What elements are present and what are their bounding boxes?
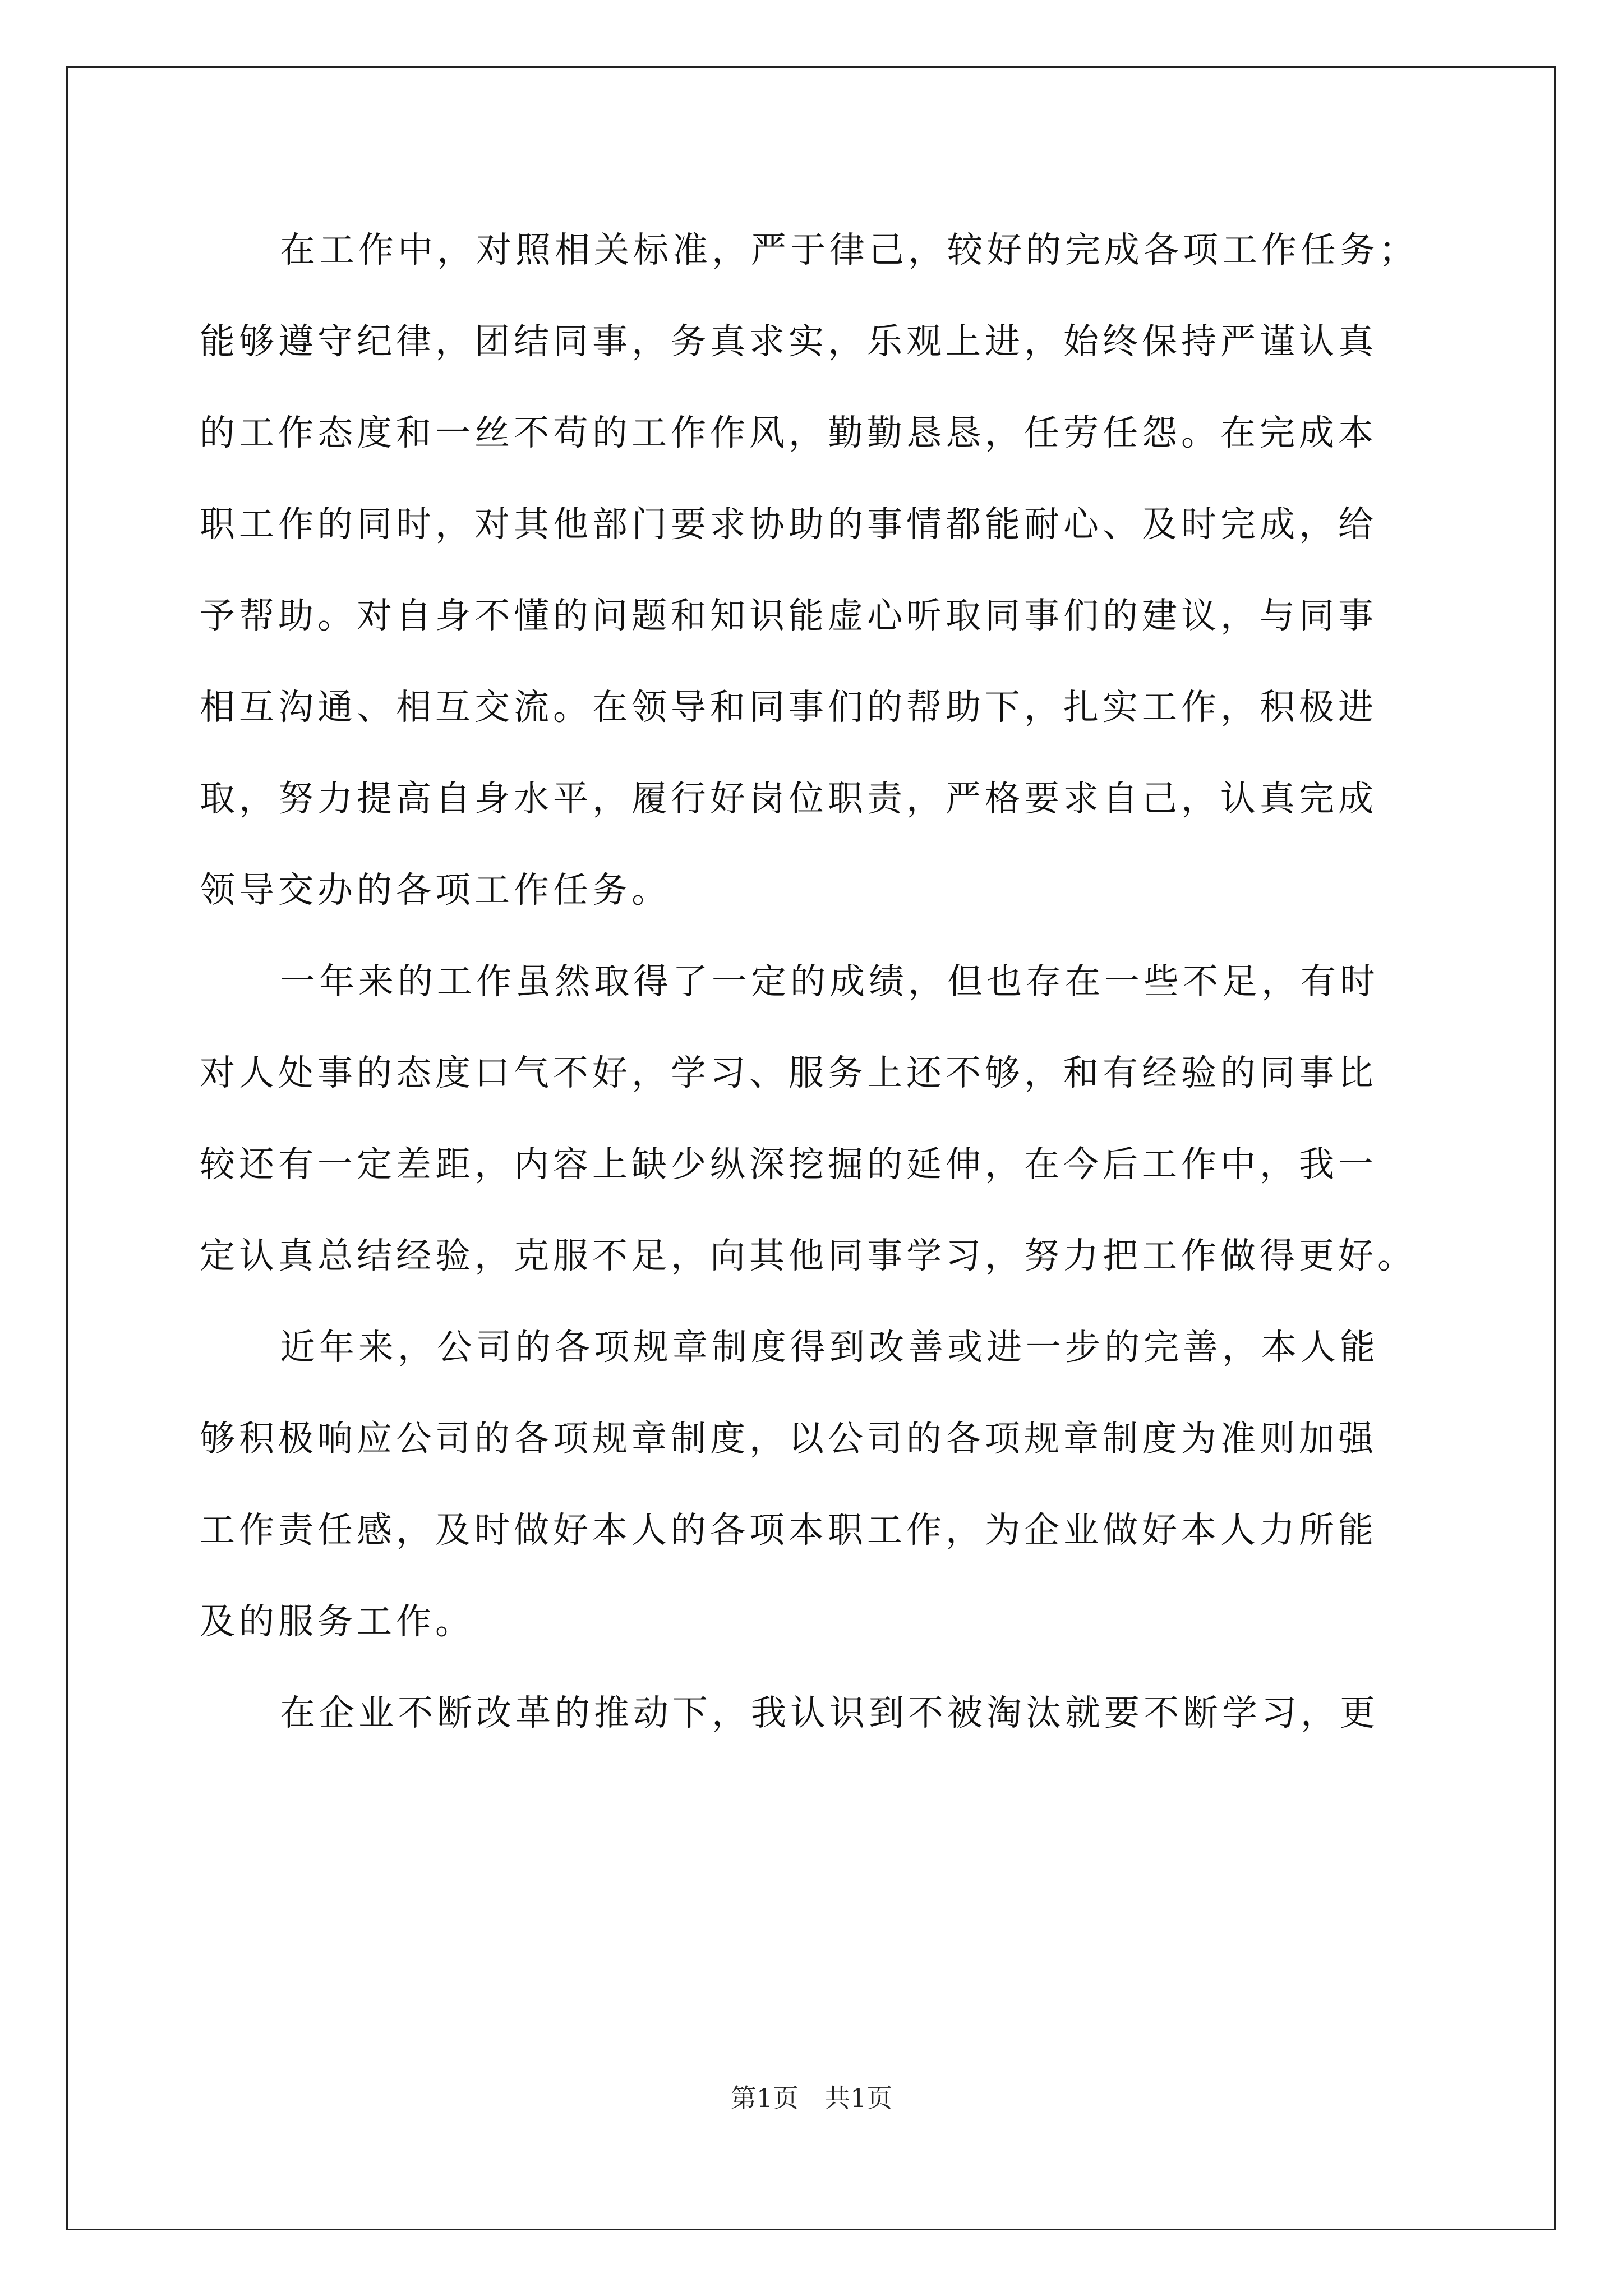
text-line: 在企业不断改革的推动下，我认识到不被淘汰就要不断学习，更 bbox=[280, 1692, 1379, 1733]
text-line: 近年来，公司的各项规章制度得到改善或进一步的完善，本人能 bbox=[280, 1327, 1379, 1368]
text-line: 在工作中，对照相关标准，严于律己，较好的完成各项工作任务； bbox=[280, 229, 1418, 270]
text-line: 予帮助。对自身不懂的问题和知识能虚心听取同事们的建议，与同事 bbox=[200, 595, 1377, 636]
text-line: 及的服务工作。 bbox=[200, 1601, 474, 1642]
text-line: 一年来的工作虽然取得了一定的成绩，但也存在一些不足，有时 bbox=[280, 961, 1379, 1002]
text-line: 取，努力提高自身水平，履行好岗位职责，严格要求自己，认真完成 bbox=[200, 778, 1377, 819]
page-number: 第1页 共1页 bbox=[730, 2083, 893, 2113]
document-body bbox=[200, 204, 1422, 1759]
text-line: 领导交办的各项工作任务。 bbox=[200, 869, 671, 910]
text-line: 定认真总结经验，克服不足，向其他同事学习，努力把工作做得更好。 bbox=[200, 1235, 1417, 1276]
text-line: 的工作态度和一丝不苟的工作作风，勤勤恳恳，任劳任怨。在完成本 bbox=[200, 412, 1377, 453]
text-line: 够积极响应公司的各项规章制度，以公司的各项规章制度为准则加强 bbox=[200, 1418, 1377, 1459]
text-line: 相互沟通、相互交流。在领导和同事们的帮助下，扎实工作，积极进 bbox=[200, 687, 1377, 728]
text-line: 工作责任感，及时做好本人的各项本职工作，为企业做好本人力所能 bbox=[200, 1510, 1377, 1550]
text-line: 较还有一定差距，内容上缺少纵深挖掘的延伸，在今后工作中，我一 bbox=[200, 1144, 1377, 1185]
text-line: 职工作的同时，对其他部门要求协助的事情都能耐心、及时完成，给 bbox=[200, 504, 1377, 545]
text-line: 对人处事的态度口气不好，学习、服务上还不够，和有经验的同事比 bbox=[200, 1052, 1377, 1093]
text-line: 能够遵守纪律，团结同事，务真求实，乐观上进，始终保持严谨认真 bbox=[200, 321, 1377, 362]
